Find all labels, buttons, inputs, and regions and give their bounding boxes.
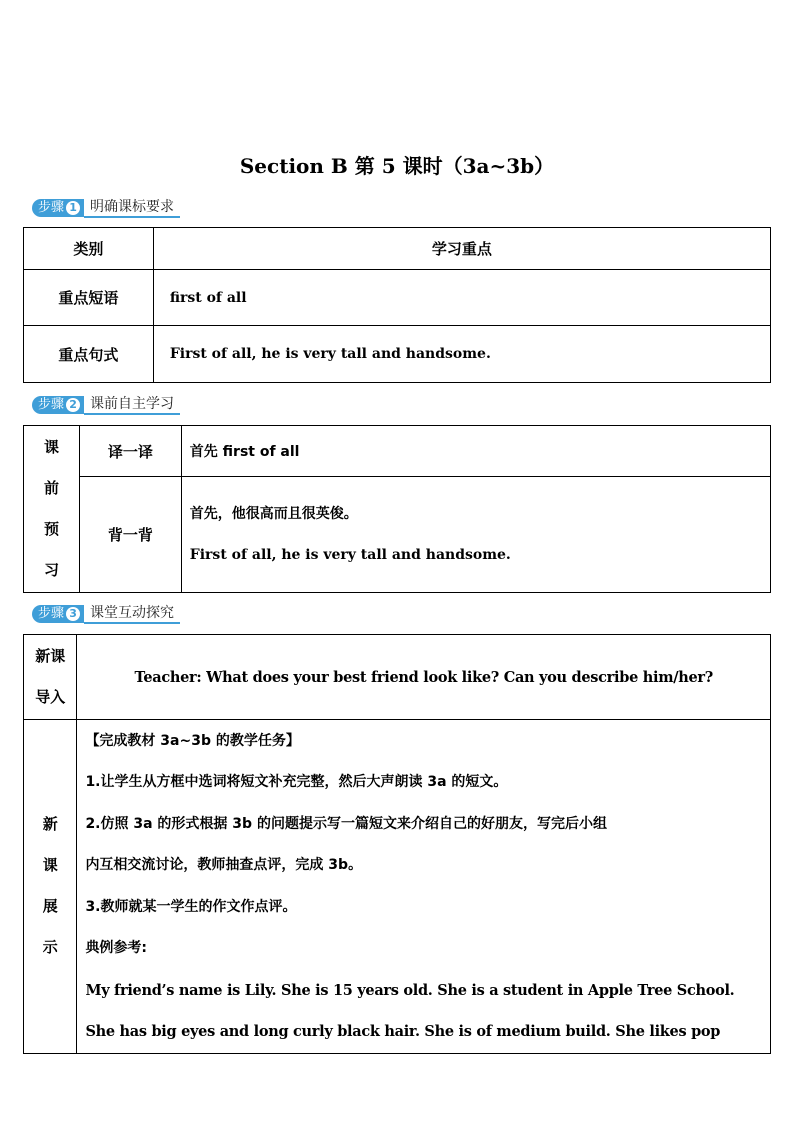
header-category: 类别 <box>24 228 154 270</box>
row-content: first of all <box>153 270 770 326</box>
show-label-char: 新 <box>42 815 58 834</box>
row-content <box>181 477 770 593</box>
step-number-icon: 1 <box>66 201 80 215</box>
table-classroom <box>23 634 771 1054</box>
intro-text: Teacher: What does your best friend look like? Can you describe him/her? <box>77 635 771 720</box>
step-label: 明确课标要求 <box>84 198 180 218</box>
content-line: My friend’s name is Lily. She is 15 years old. She is a student in Apple Tree School. <box>85 981 735 999</box>
step-badge <box>32 605 84 623</box>
table-row <box>24 426 771 477</box>
header-focus: 学习重点 <box>153 228 770 270</box>
step-badge <box>32 396 84 414</box>
row-content: First of all, he is very tall and handsome. <box>153 326 770 383</box>
step-badge-text: 步骤 <box>38 200 65 215</box>
row-label: 背一背 <box>79 477 181 593</box>
intro-label <box>24 635 77 720</box>
show-label-char: 展 <box>42 897 58 916</box>
side-char: 课 <box>43 438 59 456</box>
content-line: First of all, he is very tall and handsome. <box>189 546 511 563</box>
content-line: 1.让学生从方框中选词将短文补充完整，然后大声朗读 3a 的短文。 <box>85 774 508 790</box>
table-row <box>24 270 771 326</box>
content-line: 内互相交流讨论，教师抽查点评，完成 3b。 <box>85 857 363 873</box>
step-2-header <box>32 395 180 415</box>
table-row <box>24 477 771 593</box>
table-row <box>24 720 771 1054</box>
content-line: 典例参考: <box>85 940 148 956</box>
row-category: 重点句式 <box>24 326 154 383</box>
row-label: 译一译 <box>79 426 181 477</box>
table-key-points <box>23 227 771 383</box>
intro-label-line: 导入 <box>35 688 66 706</box>
page-title: Section B 第 5 课时（3a~3b） <box>239 154 555 178</box>
content-line: 3.教师就某一学生的作文作点评。 <box>85 898 297 915</box>
side-char: 习 <box>43 561 59 579</box>
row-content <box>181 426 770 477</box>
step-1-header <box>32 198 180 218</box>
step-badge-text: 步骤 <box>38 397 65 412</box>
content-line: 【完成教材 3a~3b 的教学任务】 <box>85 733 300 749</box>
show-label-char: 课 <box>42 856 58 875</box>
table-row <box>24 635 771 720</box>
show-content <box>77 720 771 1054</box>
content-line: 2.仿照 3a 的形式根据 3b 的问题提示写一篇短文来介绍自己的好朋友，写完后小组 <box>85 815 607 832</box>
content-line: She has big eyes and long curly black hair. She is of medium build. She likes pop <box>85 1023 721 1040</box>
content-line: 首先 first of all <box>189 444 300 460</box>
content-line: 首先，他很高而且很英俊。 <box>189 505 358 522</box>
step-label: 课堂互动探究 <box>84 604 180 624</box>
side-char: 预 <box>43 520 59 538</box>
table-header-row <box>24 228 771 270</box>
side-label <box>24 426 80 593</box>
step-3-header <box>32 604 180 624</box>
step-badge <box>32 199 84 217</box>
step-label: 课前自主学习 <box>84 395 180 415</box>
show-label-char: 示 <box>42 938 58 957</box>
intro-label-line: 新课 <box>35 647 66 665</box>
step-badge-text: 步骤 <box>38 606 65 621</box>
side-char: 前 <box>43 479 59 497</box>
row-category: 重点短语 <box>24 270 154 326</box>
table-row <box>24 326 771 383</box>
step-number-icon: 3 <box>66 607 80 621</box>
show-label <box>24 720 77 1054</box>
step-number-icon: 2 <box>66 398 80 412</box>
table-preview <box>23 425 771 593</box>
